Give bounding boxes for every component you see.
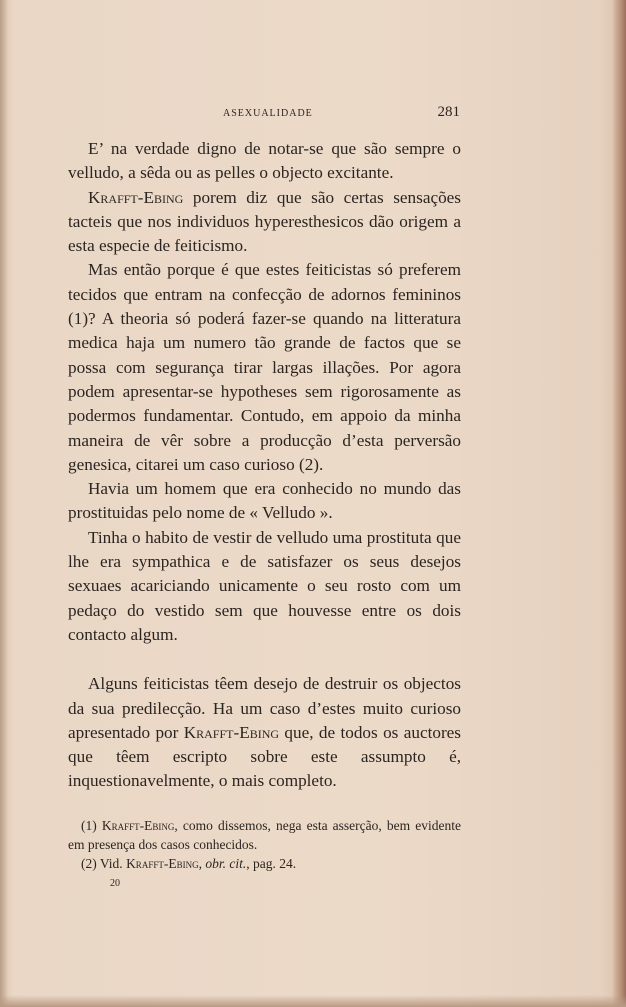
paragraph-6 bbox=[68, 672, 461, 793]
footnote-1-author: Krafft-Ebing bbox=[101, 818, 175, 833]
paragraph-2-text: porem diz que são certas sensações tacteis que nos individuos hyperesthesicos dão origem a esta especie de feiticismo. bbox=[68, 187, 461, 256]
footnote-2 bbox=[68, 854, 461, 873]
author-name: Krafft-Ebing bbox=[88, 187, 184, 207]
footnote-2-text: , pag. 24. bbox=[246, 856, 297, 871]
footnote-2-marker: (2) Vid. bbox=[81, 856, 127, 871]
running-head-title: ASEXUALIDADE bbox=[223, 108, 313, 119]
paragraph-4: Havia um homem que era conhecido no mundo das prostituidas pelo nome de « Velludo ». bbox=[68, 479, 461, 523]
section-gap bbox=[68, 647, 461, 672]
paragraph-3: Mas então porque é que estes feiticistas só preferem tecidos que entram na confecção de adornos femininos (1)? A theoria só poderá fazer-se quando na litteratura medica haja um numero tão grande de factos que se possa com segurança tirar largas illações. Por agora podem apresentar-se hypotheses sem rigorosamente as podermos fundamentar. Contudo, em appoio da minha maneira de vêr sobre a producção d’esta perversão genesica, citarei um caso curioso (2). bbox=[68, 260, 461, 474]
running-head bbox=[223, 104, 460, 124]
paragraph-5: Tinha o habito de vestir de velludo uma prostituta que lhe era sympathica e de satisfazer os seus desejos sexuaes acariciando unicamente o seu rosto com um pedaço do vestido sem que houvesse entre os dois contacto algum. bbox=[68, 527, 461, 644]
footnote-2-citation: obr. cit. bbox=[205, 856, 247, 871]
paragraph-6-end: que, de todos os auctores que têem escripto sobre este assumpto é, inquestionavelmente, o mais completo. bbox=[68, 722, 461, 791]
footnote-1 bbox=[68, 816, 461, 854]
paragraph-6-start: Alguns feiticistas têem desejo de destruir os objectos da sua predilecção. Ha um caso d’estes muito curioso apresentado por bbox=[68, 674, 461, 742]
gutter-shadow bbox=[0, 0, 8, 1007]
author-name: Krafft-Ebing bbox=[183, 722, 280, 742]
page-bottom-edge bbox=[0, 995, 626, 1007]
paragraph-1: E’ na verdade digno de notar-se que são sempre o velludo, a sêda ou as pelles o objecto excitante. bbox=[68, 139, 461, 183]
printer-signature-mark: 20 bbox=[110, 878, 120, 889]
paragraph-2 bbox=[68, 186, 461, 259]
footnote-2-separator: , bbox=[198, 856, 206, 871]
page-right-edge bbox=[612, 0, 626, 1007]
footnotes bbox=[68, 816, 461, 873]
footnote-2-author: Krafft-Ebing bbox=[126, 856, 199, 871]
footnote-1-text: , como dissemos, nega esta asserção, bem evidente em presença dos casos conhecidos. bbox=[68, 818, 461, 852]
body-text bbox=[68, 137, 461, 794]
footnote-1-marker: (1) bbox=[81, 818, 102, 833]
page-number: 281 bbox=[437, 104, 460, 120]
